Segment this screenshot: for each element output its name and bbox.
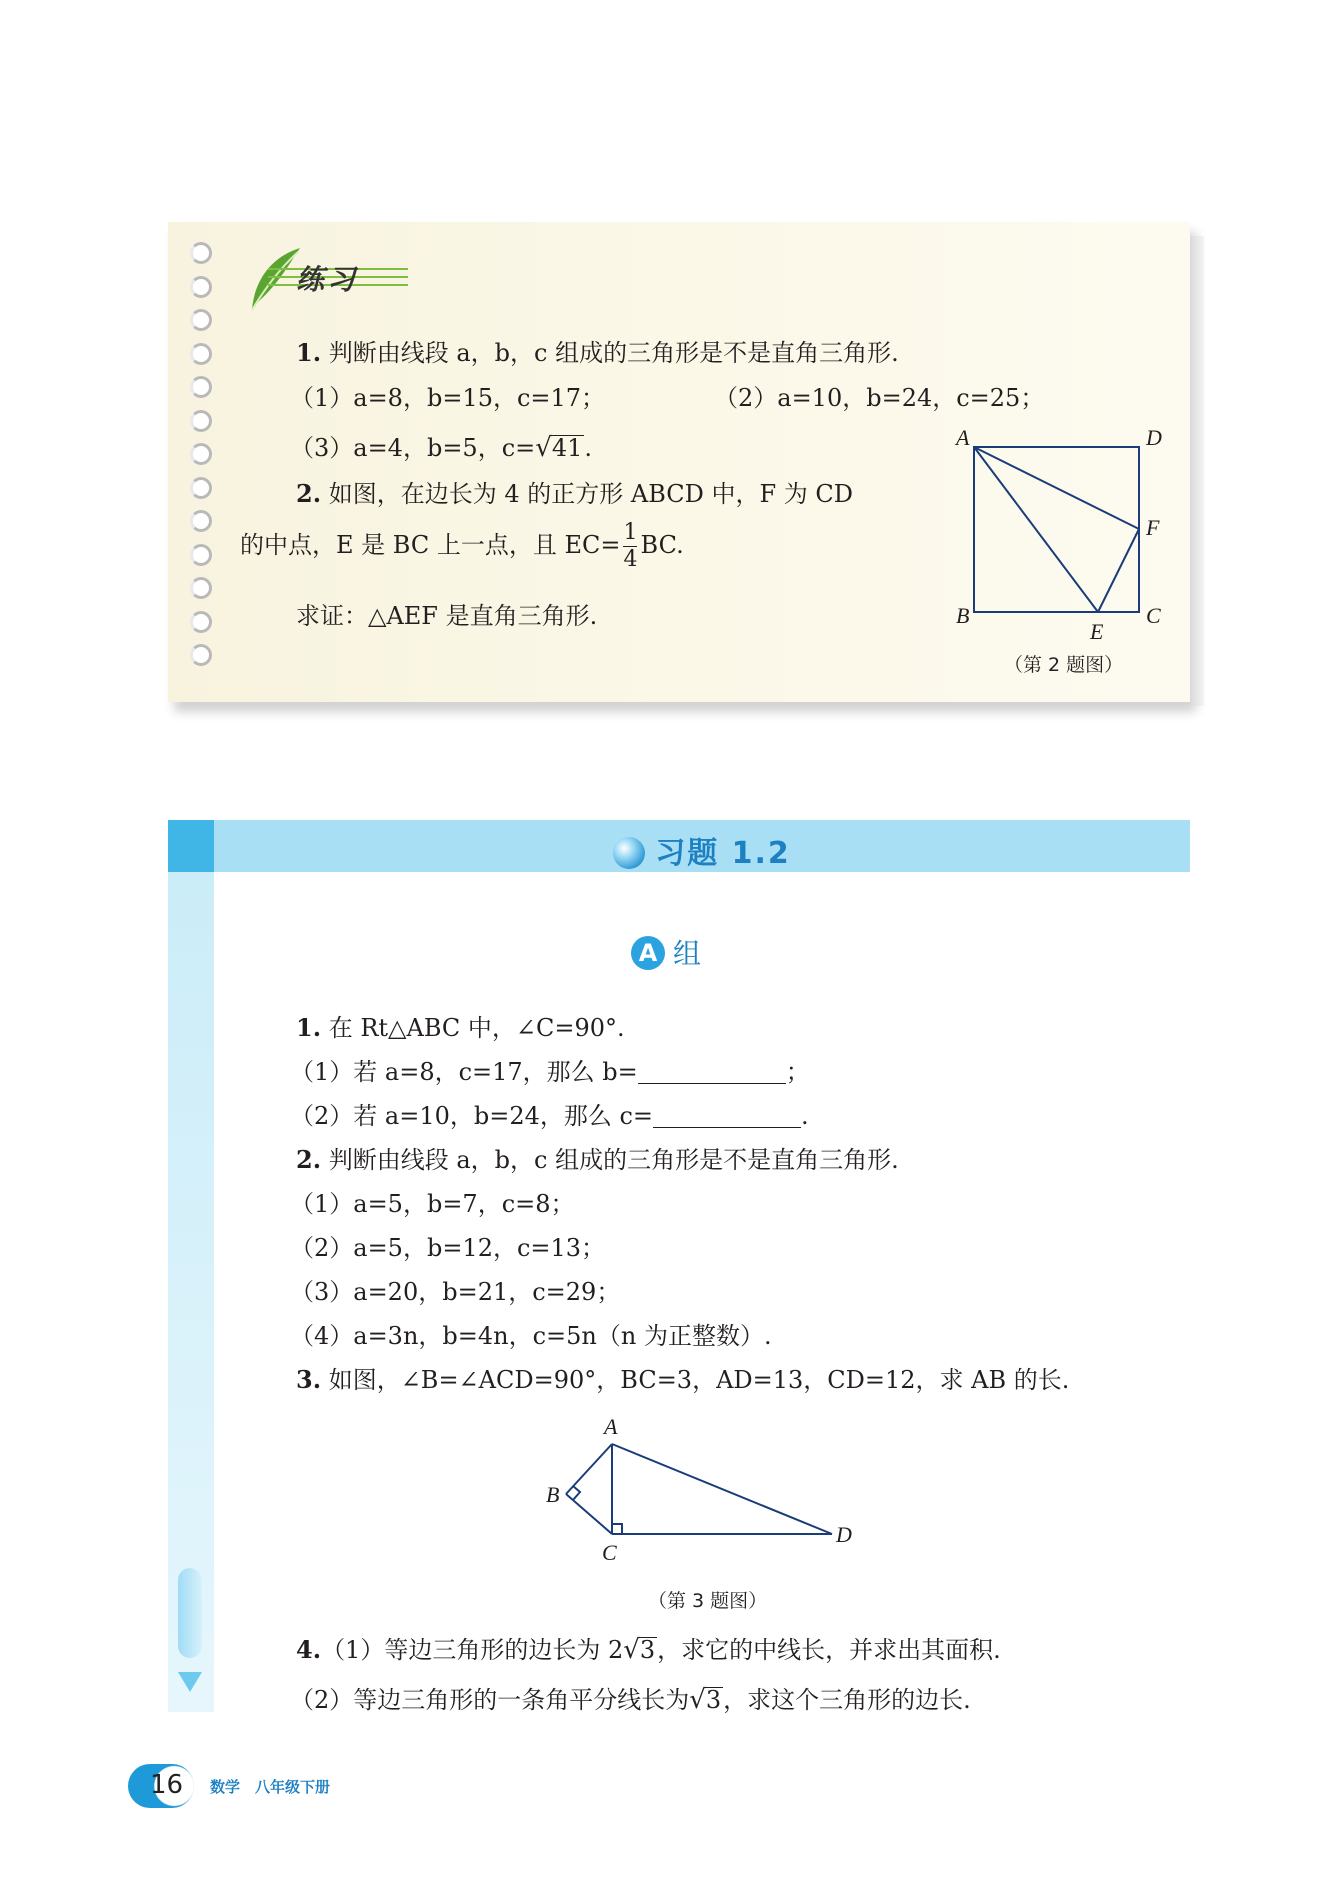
exercise-q1-part1: （1）若 a=8，c=17，那么 b= ； bbox=[290, 1058, 810, 1086]
figure-3-caption: （第 3 题图） bbox=[648, 1590, 768, 1612]
label-E: E bbox=[1090, 619, 1104, 644]
group-a-badge: A bbox=[631, 936, 665, 970]
figure-quadrilateral-abcd bbox=[540, 1410, 870, 1570]
exercise-title: 习题 1.2 bbox=[655, 836, 791, 871]
exercise-q4-part2: （2）等边三角形的一条角平分线长为√3，求这个三角形的边长. bbox=[290, 1685, 971, 1715]
exercise-header bbox=[214, 820, 1190, 872]
exercise-q1-part2: （2）若 a=10，b=24，那么 c= . bbox=[290, 1102, 809, 1130]
answer-blank-c[interactable] bbox=[653, 1103, 801, 1128]
exercise-q2-part2: （2）a=5，b=12，c=13； bbox=[290, 1234, 606, 1262]
practice-q2-line3: 求证：△AEF 是直角三角形. bbox=[296, 602, 598, 630]
book-title: 数学 八年级下册 bbox=[210, 1778, 331, 1796]
figure-square-abcd bbox=[938, 427, 1178, 647]
page-number: 16 bbox=[150, 1770, 184, 1800]
down-arrow-icon bbox=[178, 1672, 202, 1692]
practice-q2-line1: 2. 如图，在边长为 4 的正方形 ABCD 中，F 为 CD bbox=[296, 479, 854, 508]
exercise-q2-part3: （3）a=20，b=21，c=29； bbox=[290, 1278, 621, 1306]
practice-title: 练习 bbox=[296, 263, 359, 296]
fig3-label-D: D bbox=[836, 1522, 852, 1547]
fig3-label-A: A bbox=[604, 1414, 618, 1439]
fig3-label-B: B bbox=[546, 1482, 560, 1507]
exercise-q4-part1: 4.（1）等边三角形的边长为 2√3，求它的中线长，并求出其面积. bbox=[296, 1635, 1001, 1665]
label-D: D bbox=[1146, 427, 1162, 450]
exercise-q2-part1: （1）a=5，b=7，c=8； bbox=[290, 1190, 575, 1218]
exercise-q2-part4: （4）a=3n，b=4n，c=5n（n 为正整数）. bbox=[290, 1322, 772, 1350]
label-B: B bbox=[956, 603, 970, 628]
label-C: C bbox=[1146, 603, 1161, 628]
binder-rings bbox=[190, 242, 220, 678]
practice-q1: 1. 判断由线段 a，b，c 组成的三角形是不是直角三角形. bbox=[296, 338, 899, 367]
practice-q1-part3: （3）a=4，b=5，c=√41. bbox=[290, 433, 593, 463]
practice-q2-line2: 的中点，E 是 BC 上一点，且 EC= $\frac{1}{4}$ BC. bbox=[240, 520, 684, 572]
globe-icon bbox=[613, 837, 645, 869]
label-F: F bbox=[1146, 515, 1160, 540]
answer-blank-b[interactable] bbox=[638, 1059, 786, 1084]
exercise-q3: 3. 如图，∠B=∠ACD=90°，BC=3，AD=13，CD=12，求 AB 的长. bbox=[296, 1365, 1070, 1394]
figure-2-caption: （第 2 题图） bbox=[1004, 654, 1124, 676]
scroll-indicator bbox=[178, 1568, 202, 1658]
exercise-q2: 2. 判断由线段 a，b，c 组成的三角形是不是直角三角形. bbox=[296, 1145, 899, 1174]
fig3-label-C: C bbox=[602, 1540, 617, 1565]
practice-q1-part1: （1）a=8，b=15，c=17； bbox=[290, 384, 606, 412]
label-A: A bbox=[956, 427, 970, 450]
exercise-q1: 1. 在 Rt△ABC 中，∠C=90°. bbox=[296, 1013, 625, 1042]
exercise-header-corner bbox=[168, 820, 214, 872]
group-a-heading: A 组 bbox=[0, 932, 1332, 972]
practice-q1-part2: （2）a=10，b=24，c=25； bbox=[714, 384, 1045, 412]
